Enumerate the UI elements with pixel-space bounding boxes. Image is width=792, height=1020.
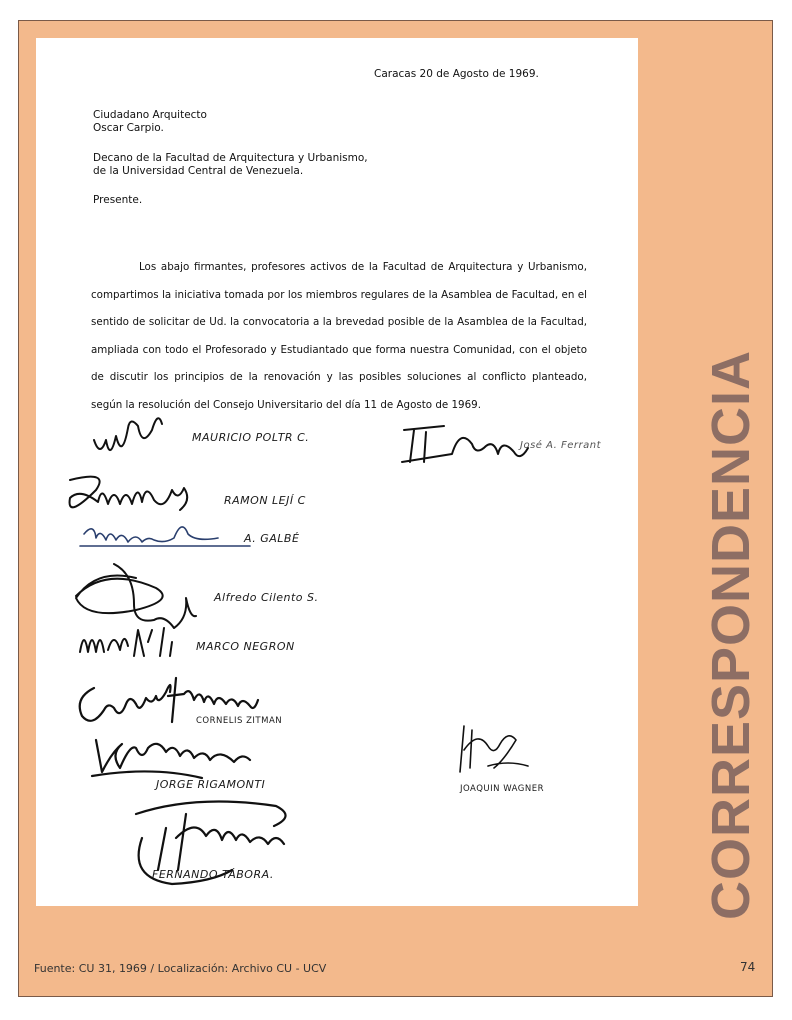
letter-document bbox=[36, 38, 638, 906]
letter-body-text: Los abajo firmantes, profesores activos de la Facultad de Arquitectura y Urbanismo, compartimos la iniciativa tomada por los miembros regulares de la Asamblea de Facultad, en el sentido de solicitar de Ud. la convocatoria a la brevedad posible de la Asamblea de la Facultad, ampliada con todo el Profesorado y Estudiantado que forma nuestra Comunidad, con el objeto de discutir los principios de la renovación y las posibles soluciones al conflicto planteado, según la resolución del Consejo Universitario del día 11 de Agosto de 1969. bbox=[91, 261, 587, 411]
signature-mauricio bbox=[94, 418, 162, 450]
signature-galbe bbox=[80, 527, 250, 546]
signature-scribbles bbox=[36, 38, 638, 906]
signature-rigamonti bbox=[92, 740, 250, 778]
signature-label-cilento: Alfredo Cilento S. bbox=[214, 591, 319, 604]
signature-marco bbox=[80, 628, 172, 656]
signature-label-tabora: FERNANDO TÁBORA. bbox=[152, 868, 274, 881]
signature-label-zitman: CORNELIS ZITMAN bbox=[196, 716, 283, 726]
recipient-title: Ciudadano Arquitecto bbox=[93, 109, 207, 121]
footer-source: Fuente: CU 31, 1969 / Localización: Archivo CU - UCV bbox=[34, 962, 327, 975]
page-number: 74 bbox=[740, 960, 756, 974]
side-title: CORRESPONDENCIA bbox=[701, 349, 761, 920]
signature-ramon bbox=[70, 477, 188, 510]
recipient-name: Oscar Carpio. bbox=[93, 122, 164, 134]
signature-label-marco: MARCO NEGRON bbox=[196, 640, 295, 653]
dean-line-1: Decano de la Facultad de Arquitectura y Urbanismo, bbox=[93, 152, 368, 164]
signature-label-wagner: JOAQUIN WAGNER bbox=[460, 784, 545, 794]
dean-line-2: de la Universidad Central de Venezuela. bbox=[93, 165, 304, 177]
letter-date: Caracas 20 de Agosto de 1969. bbox=[374, 68, 539, 80]
signature-cilento bbox=[76, 564, 196, 628]
signature-label-rigamonti: JORGE RIGAMONTI bbox=[156, 778, 266, 791]
signature-label-ferrant: José A. Ferrant bbox=[520, 440, 602, 451]
signature-label-mauricio: MAURICIO POLTR C. bbox=[192, 431, 310, 444]
salutation: Presente. bbox=[93, 194, 143, 206]
signature-label-galbe: A. GALBÉ bbox=[244, 532, 300, 545]
signature-ferrant bbox=[402, 426, 528, 462]
signature-label-ramon: RAMON LEJÍ C bbox=[224, 494, 306, 507]
signature-wagner bbox=[460, 726, 528, 772]
